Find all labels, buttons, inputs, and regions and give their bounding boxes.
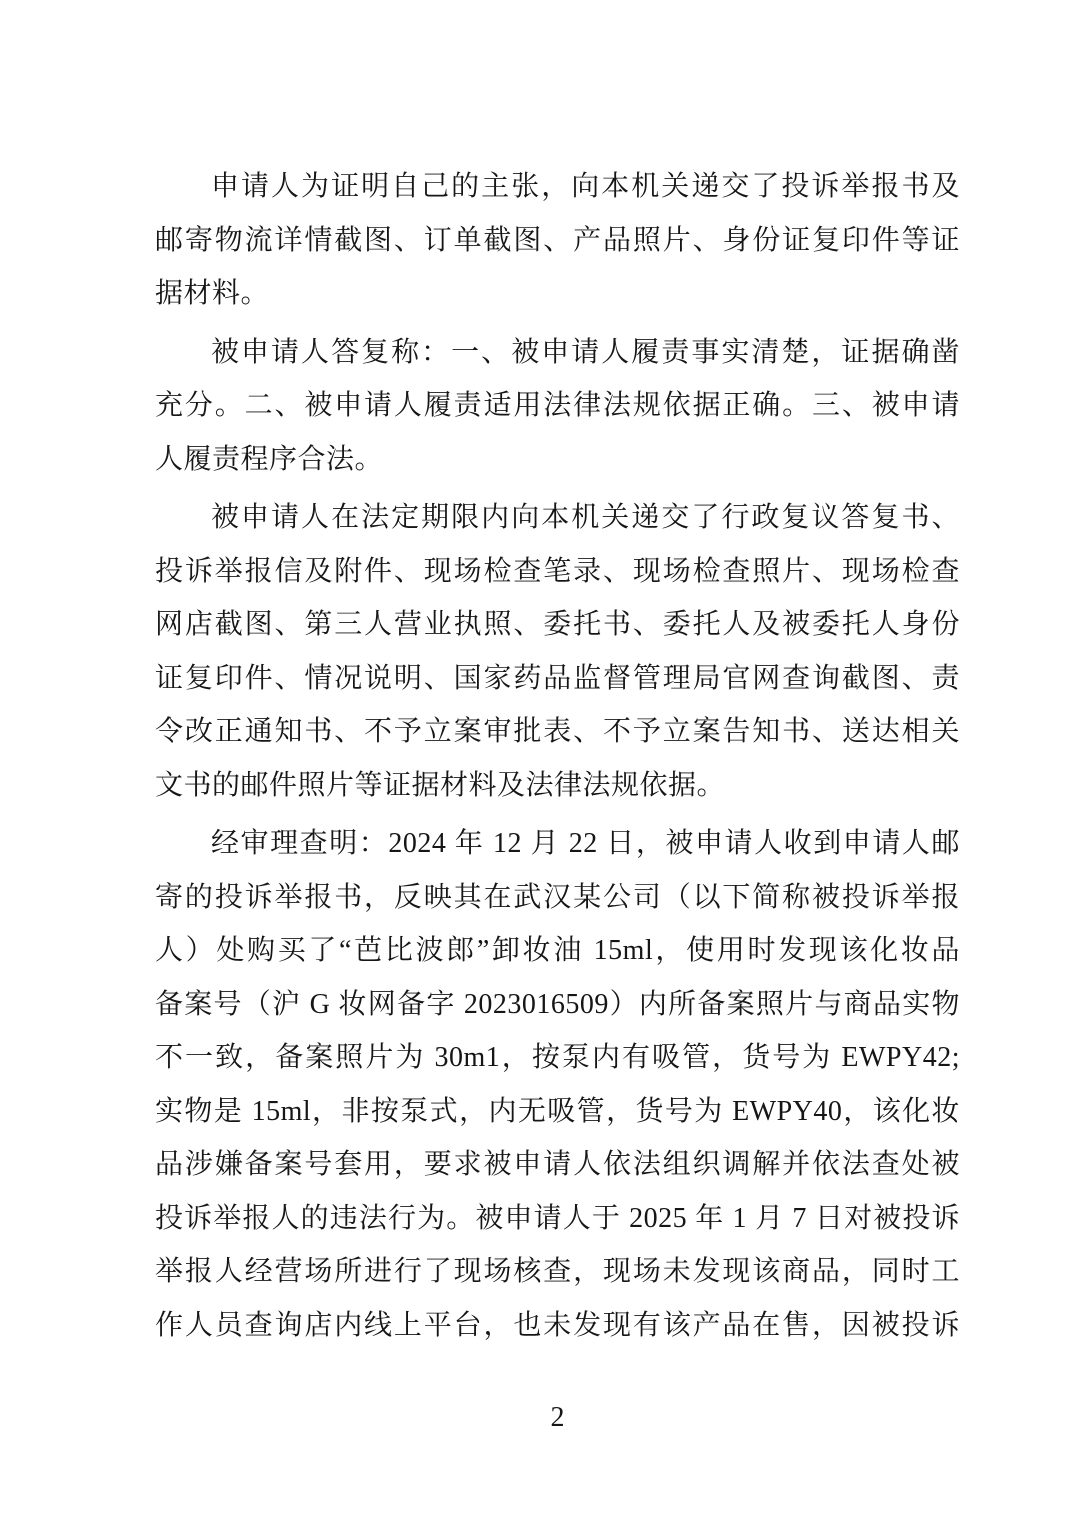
text-line: 实物是 15ml，非按泵式，内无吸管，货号为 EWPY40，该化妆 bbox=[155, 1095, 960, 1127]
text-line: 品涉嫌备案号套用，要求被申请人依法组织调解并依法查处被 bbox=[155, 1149, 960, 1180]
text-line: 举报人经营场所进行了现场核查，现场未发现该商品，同时工 bbox=[155, 1256, 960, 1287]
page-number: 2 bbox=[550, 1402, 565, 1433]
text-line: 备案号（沪 G 妆网备字 2023016509）内所备案照片与商品实物 bbox=[155, 988, 960, 1020]
text-line: 被申请人在法定期限内向本机关递交了行政复议答复书、 bbox=[211, 502, 960, 533]
text-line: 网店截图、第三人营业执照、委托书、委托人及被委托人身份 bbox=[155, 609, 960, 640]
text-line: 人履责程序合法。 bbox=[155, 443, 384, 475]
paragraph bbox=[155, 326, 960, 487]
text-line: 申请人为证明自己的主张，向本机关递交了投诉举报书及 bbox=[211, 171, 960, 202]
text-line: 不一致，备案照片为 30m1，按泵内有吸管，货号为 EWPY42; bbox=[155, 1042, 960, 1073]
text-line: 经审理查明：2024 年 12 月 22 日，被申请人收到申请人邮 bbox=[211, 828, 960, 859]
text-line: 投诉举报信及附件、现场检查笔录、现场检查照片、现场检查 bbox=[155, 555, 960, 587]
paragraph bbox=[155, 817, 960, 1352]
text-line: 令改正通知书、不予立案审批表、不予立案告知书、送达相关 bbox=[155, 716, 960, 747]
text-line: 投诉举报人的违法行为。被申请人于 2025 年 1 月 7 日对被投诉 bbox=[155, 1202, 960, 1234]
text-line: 被申请人答复称：一、被申请人履责事实清楚，证据确凿 bbox=[211, 336, 960, 368]
text-line: 充分。二、被申请人履责适用法律法规依据正确。三、被申请 bbox=[155, 390, 960, 421]
paragraph bbox=[155, 160, 960, 321]
paragraph bbox=[155, 491, 960, 812]
text-line: 邮寄物流详情截图、订单截图、产品照片、身份证复印件等证 bbox=[155, 224, 960, 256]
text-line: 据材料。 bbox=[155, 278, 270, 309]
text-line: 作人员查询店内线上平台，也未发现有该产品在售，因被投诉 bbox=[155, 1309, 960, 1341]
text-line: 寄的投诉举报书，反映其在武汉某公司（以下简称被投诉举报 bbox=[155, 881, 960, 913]
text-line: 文书的邮件照片等证据材料及法律法规依据。 bbox=[155, 769, 726, 801]
text-line: 证复印件、情况说明、国家药品监督管理局官网查询截图、责 bbox=[155, 662, 960, 694]
text-line: 人）处购买了“芭比波郎”卸妆油 15ml，使用时发现该化妆品 bbox=[155, 935, 960, 966]
document-body bbox=[155, 160, 960, 1352]
page-footer bbox=[155, 1398, 960, 1438]
